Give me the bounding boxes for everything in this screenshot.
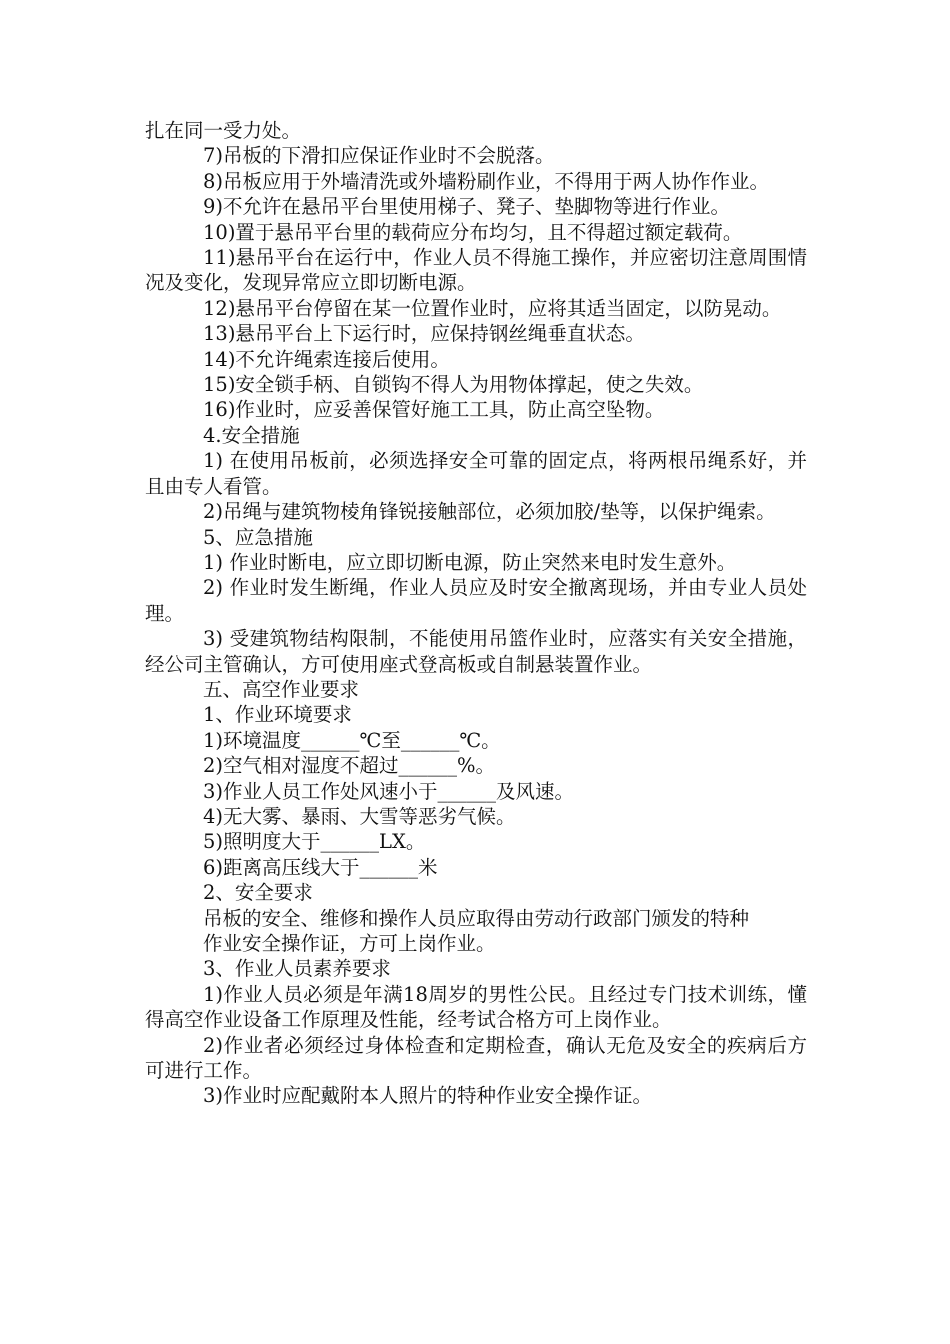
- list-item: 2) 作业时发生断绳，作业人员应及时安全撤离现场，并由专业人员处理。: [145, 576, 807, 625]
- section-heading: 5、应急措施: [203, 525, 313, 549]
- section-heading: 2、安全要求: [203, 881, 313, 905]
- list-item: 8)吊板应用于外墙清洗或外墙粉刷作业，不得用于两人协作作业。: [203, 169, 770, 193]
- list-item: 2)空气相对湿度不超过______%。: [203, 754, 496, 778]
- section-heading: 1、作业环境要求: [203, 703, 352, 727]
- list-item: 1)作业人员必须是年满18周岁的男性公民。且经过专门技术训练，懂得高空作业设备工作原理及性能，经考试合格方可上岗作业。: [145, 982, 807, 1032]
- list-item: 13)悬吊平台上下运行时，应保持钢丝绳垂直状态。: [203, 322, 645, 346]
- list-item: 3)作业人员工作处风速小于______及风速。: [203, 779, 575, 803]
- text-line: 扎在同一受力处。: [145, 119, 302, 142]
- document-body: [145, 118, 807, 1109]
- list-item: 7)吊板的下滑扣应保证作业时不会脱落。: [203, 144, 555, 168]
- list-item: 14)不允许绳索连接后使用。: [203, 347, 450, 371]
- list-item: 2)作业者必须经过身体检查和定期检查，确认无危及安全的疾病后方可进行工作。: [145, 1033, 807, 1083]
- list-item: 3)作业时应配戴附本人照片的特种作业安全操作证。: [203, 1084, 653, 1108]
- text-line: 吊板的安全、维修和操作人员应取得由劳动行政部门颁发的特种: [203, 906, 750, 930]
- list-item: 2)吊绳与建筑物棱角锋锐接触部位，必须加胶/垫等，以保护绳索。: [203, 500, 776, 524]
- text-line: 作业安全操作证，方可上岗作业。: [203, 932, 496, 955]
- list-item: 1) 在使用吊板前，必须选择安全可靠的固定点，将两根吊绳系好，并且由专人看管。: [145, 449, 807, 498]
- list-item: 9)不允许在悬吊平台里使用梯子、凳子、垫脚物等进行作业。: [203, 195, 731, 219]
- section-heading: 3、作业人员素养要求: [203, 957, 391, 981]
- section-heading: 五、高空作业要求: [203, 677, 360, 701]
- section-heading: 4.安全措施: [203, 423, 300, 447]
- list-item: 5)照明度大于______LX。: [203, 830, 426, 854]
- list-item: 16)作业时，应妥善保管好施工工具，防止高空坠物。: [203, 398, 665, 422]
- list-item: 11)悬吊平台在运行中，作业人员不得施工操作，并应密切注意周围情况及变化，发现异常应立即切断电源。: [145, 246, 807, 295]
- list-item: 1)环境温度______℃至______℃。: [203, 728, 501, 752]
- list-item: 6)距离高压线大于______米: [203, 855, 438, 879]
- list-item: 3) 受建筑物结构限制，不能使用吊篮作业时，应落实有关安全措施，经公司主管确认，方可使用座式登高板或自制悬装置作业。: [145, 627, 807, 676]
- list-item: 1) 作业时断电，应立即切断电源，防止突然来电时发生意外。: [203, 550, 737, 574]
- list-item: 12)悬吊平台停留在某一位置作业时，应将其适当固定，以防晃动。: [203, 296, 782, 320]
- list-item: 15)安全锁手柄、自锁钩不得人为用物体撑起，使之失效。: [203, 373, 704, 397]
- list-item: 10)置于悬吊平台里的载荷应分布均匀，且不得超过额定载荷。: [203, 220, 743, 244]
- list-item: 4)无大雾、暴雨、大雪等恶劣气候。: [203, 804, 516, 828]
